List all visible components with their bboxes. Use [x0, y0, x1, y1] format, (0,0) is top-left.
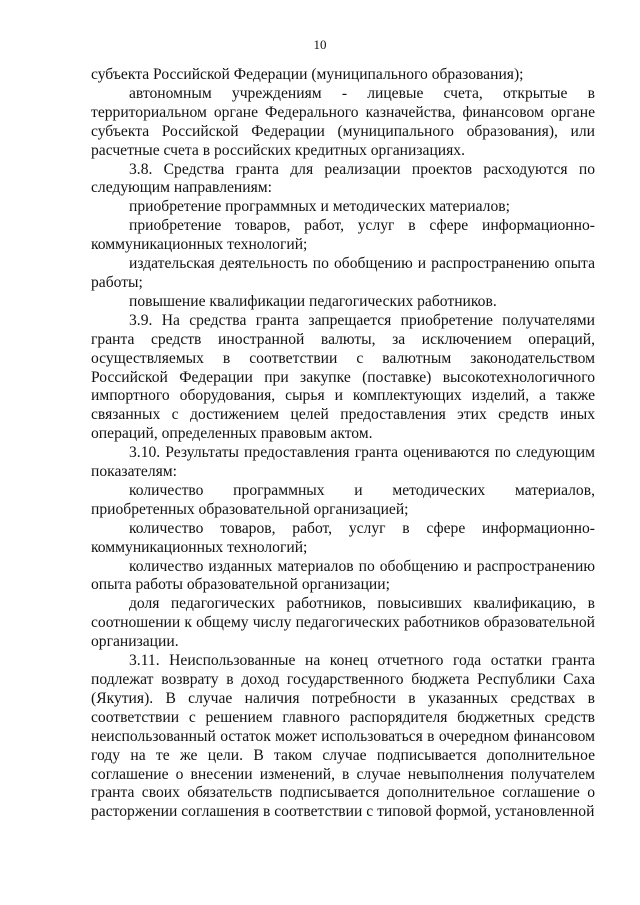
list-item-ict-goods: приобретение товаров, работ, услуг в сфере информационно-коммуникационных технологий; — [91, 217, 595, 254]
paragraph-section-3-10: 3.10. Результаты предоставления гранта оцениваются по следующим показателям: — [91, 444, 595, 481]
list-item-publishing: издательская деятельность по обобщению и распространению опыта работы; — [91, 255, 595, 291]
paragraph-section-3-8: 3.8. Средства гранта для реализации проектов расходуются по следующим направлениям: — [91, 160, 595, 197]
list-item-program-materials: приобретение программных и методических материалов; — [129, 198, 510, 216]
paragraph-section-3-9: 3.9. На средства гранта запрещается приобретение получателями гранта средств иностранной валюты, за исключением операций, осуществляемых в соответствии с валютным законодательством Российской Федерации при закупке (поставке) высокотехнологичного импортного оборудования, сырья и комплектующих изделий, а также связанных с достижением целей предоставления этих средств иных операций, определенных правовым актом. — [91, 311, 595, 443]
list-item-ict-count: количество товаров, работ, услуг в сфере информационно-коммуникационных технологий; — [91, 519, 595, 556]
paragraph-continuation: субъекта Российской Федерации (муниципального образования); — [91, 66, 524, 83]
page-number: 10 — [313, 37, 327, 52]
paragraph-autonomous-institutions: автономным учреждениям - лицевые счета, открытые в территориальном органе Федерального казначейства, финансовом органе субъекта Российской Федерации (муниципального образования), или расчетные счета в российских кредитных организациях. — [91, 84, 595, 159]
document-body — [91, 66, 595, 822]
paragraph-section-3-11: 3.11. Неиспользованные на конец отчетного года остатки гранта подлежат возврату в доход государственного бюджета Республики Саха (Якутия). В случае наличия потребности в указанных средствах в соответствии с решением главного распорядителя бюджетных средств неиспользованный остаток может использоваться в очередном финансовом году на те же цели. В таком случае подписывается дополнительное соглашение о внесении изменений, в случае невыполнения получателем гранта своих обязательств подписывается дополнительное соглашение о расторжении соглашения в соответствии с типовой формой, установленной — [91, 652, 595, 821]
list-item-teacher-share: доля педагогических работников, повысивших квалификацию, в соотношении к общему числу педагогических работников образовательной организации. — [91, 595, 595, 651]
list-item-qualification: повышение квалификации педагогических работников. — [129, 292, 497, 310]
list-item-materials-count: количество программных и методических материалов, приобретенных образовательной организацией; — [91, 481, 595, 518]
list-item-published-count: количество изданных материалов по обобщению и распространению опыта работы образовательной организации; — [91, 557, 595, 594]
